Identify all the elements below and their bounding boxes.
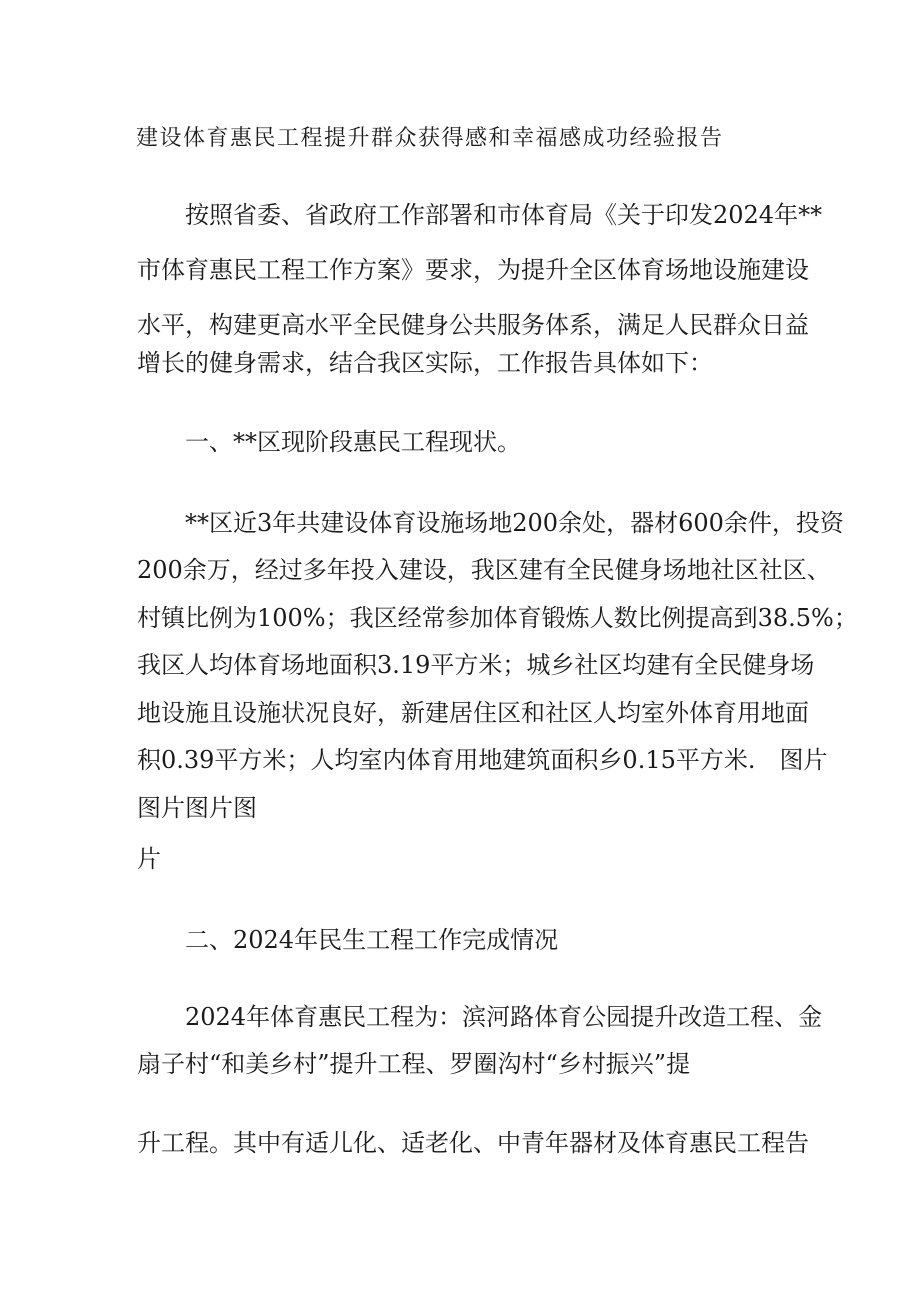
section1-heading: 一、**区现阶段惠民工程现状。 bbox=[185, 428, 521, 456]
section2-heading: 二、2024年民生工程工作完成情况 bbox=[185, 926, 559, 954]
section2-line-1: 2024年体育惠民工程为：滨河路体育公园提升改造工程、金 bbox=[185, 1003, 823, 1031]
section1-line-3: 村镇比例为100%；我区经常参加体育锻炼人数比例提高到38.5%； bbox=[137, 604, 858, 632]
intro-line-3: 水平，构建更高水平全民健身公共服务体系，满足人民群众日益 bbox=[137, 311, 809, 339]
section1-line-1: **区近3年共建设体育设施场地200余处，器材600余件，投资 bbox=[185, 509, 844, 537]
section1-line-8: 片 bbox=[137, 845, 161, 873]
section2-line-2: 扇子村“和美乡村”提升工程、罗圈沟村“乡村振兴”提 bbox=[137, 1050, 691, 1078]
section2-line-3: 升工程。其中有适儿化、适老化、中青年器材及体育惠民工程告 bbox=[137, 1129, 809, 1157]
intro-line-2: 市体育惠民工程工作方案》要求，为提升全区体育场地设施建设 bbox=[137, 256, 809, 284]
intro-line-1: 按照省委、省政府工作部署和市体育局《关于印发2024年** bbox=[185, 201, 823, 229]
section1-line-6: 积0.39平方米；人均室内体育用地建筑面积乡0.15平方米. 图片 bbox=[137, 746, 828, 774]
intro-line-4: 增长的健身需求，结合我区实际，工作报告具体如下： bbox=[137, 349, 713, 377]
document-title: 建设体育惠民工程提升群众获得感和幸福感成功经验报告 bbox=[136, 126, 724, 151]
section1-line-4: 我区人均体育场地面积3.19平方米；城乡社区均建有全民健身场 bbox=[137, 651, 815, 679]
section1-line-7: 图片图片图 bbox=[137, 794, 257, 822]
section1-line-5: 地设施且设施状况良好，新建居住区和社区人均室外体育用地面 bbox=[137, 699, 809, 727]
section1-line-2: 200余万，经过多年投入建设，我区建有全民健身场地社区社区、 bbox=[137, 556, 831, 584]
